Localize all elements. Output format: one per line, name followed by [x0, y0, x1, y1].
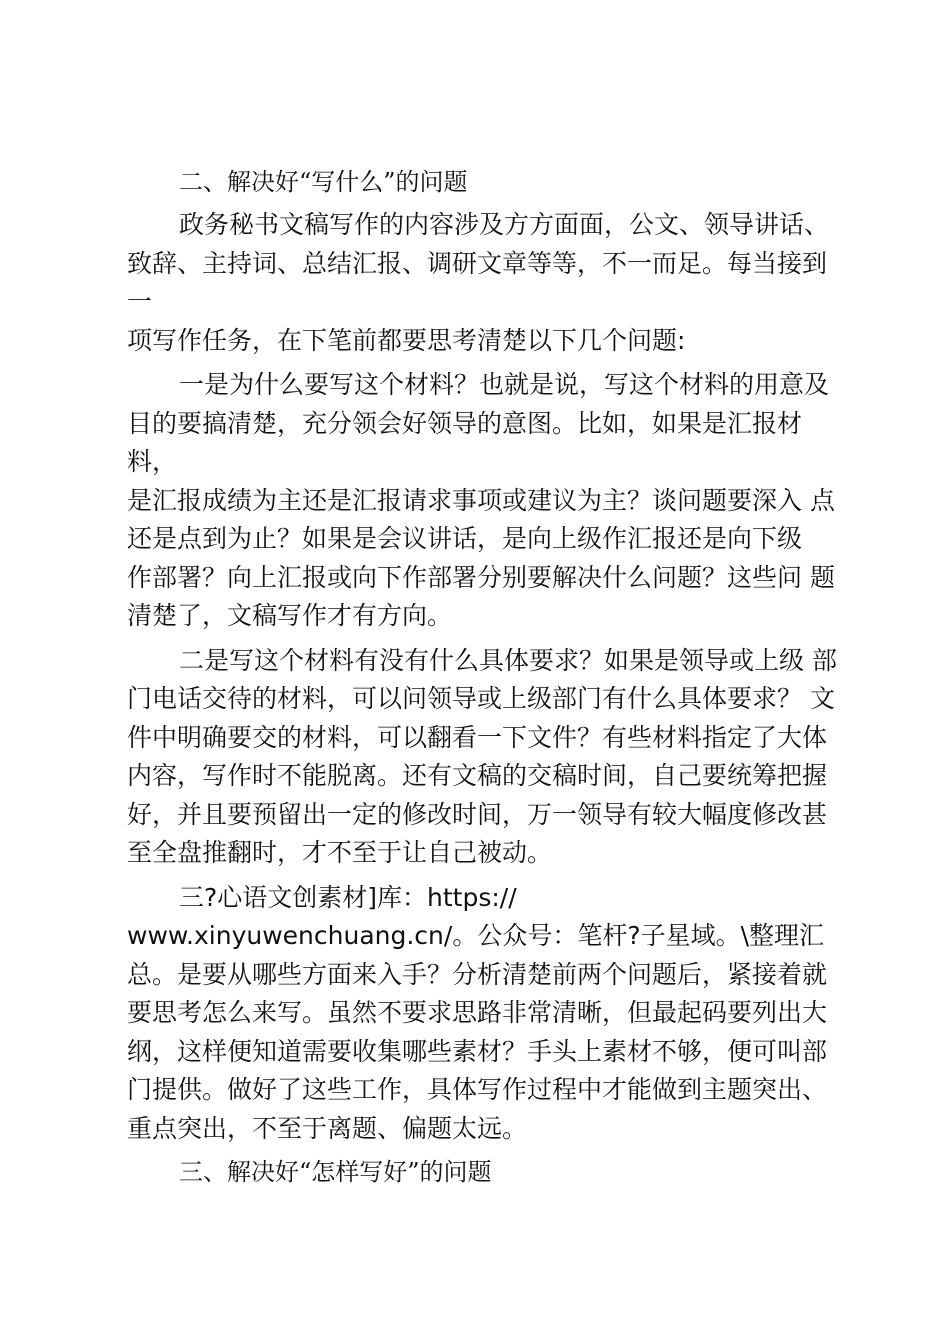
paragraph-purpose: 一是为什么要写这个材料？也就是说，写这个材料的用意及 目的要搞清楚，充分领会好领导的意图。比如，如果是汇报材料， 是汇报成绩为主还是汇报请求事项或建议为主？谈问题要深入 点 还是点到为止？如果是会议讲话，是向上级作汇报还是向下级 作部署？向上汇报或向下作部署分别要解决什么问题？这些问 题 清楚了，文稿写作才有方向。 — [127, 370, 835, 630]
section-heading-what-to-write: 二、解决好“写什么”的问题 — [179, 168, 468, 196]
paragraph-requirements: 二是写这个材料有没有什么具体要求？如果是领导或上级 部 门电话交待的材料，可以问领导或上级部门有什么具体要求？ 文 件中明确要交的材料，可以翻看一下文件？有些材料指定了大体 内容，写作时不能脱离。还有文稿的交稿时间，自己要统筹把握 好，并且要预留出一定的修改时间，万一领导有较大幅度修改甚 至全盘推翻时，才不至于让自己被动。 — [127, 645, 837, 867]
section-heading-how-to-write-well: 三、解决好“怎样写好”的问题 — [179, 1158, 492, 1186]
paragraph-approach: 三?心语文创素材]库：https:// www.xinyuwenchuang.cn/。公众号：笔杆?子星域。\整理汇 总。是要从哪些方面来入手？分析清楚前两个问题后，紧接着就 要思考怎么来写。虽然不要求思路非常清晰，但最起码要列出大 纲，这样便知道需要收集哪些素材？手头上素材不够，便可叫部 门提供。做好了这些工作，具体写作过程中才能做到主题突出、 重点突出，不至于离题、偏题太远。 — [127, 882, 828, 1143]
document-body — [127, 164, 845, 1196]
paragraph-intro: 政务秘书文稿写作的内容涉及方方面面，公文、领导讲话、 致辞、主持词、总结汇报、调研文章等等，不一而足。每当接到一 项写作任务，在下笔前都要思考清楚以下几个问题: — [127, 210, 830, 355]
